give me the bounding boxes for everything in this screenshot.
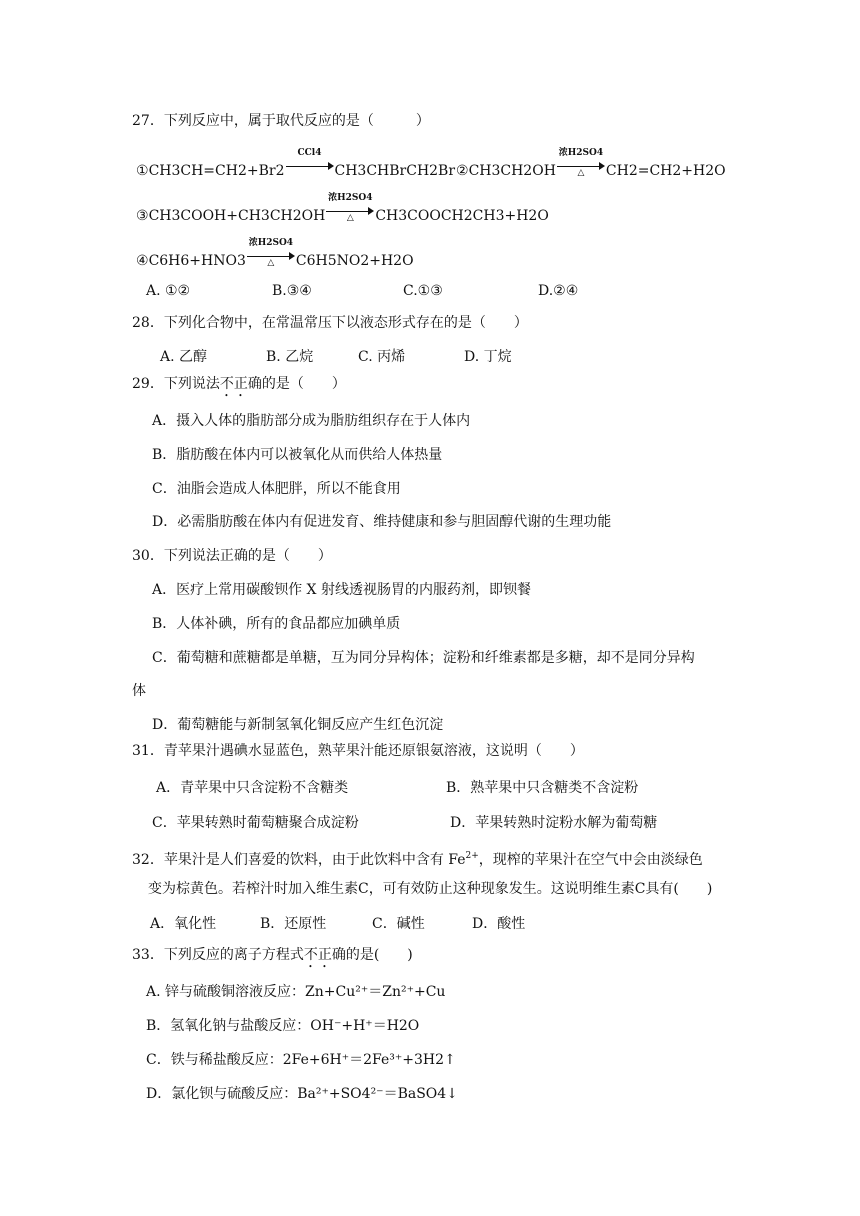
q30-option-a[interactable]: A．医疗上常用碳酸钡作 X 射线透视肠胃的内服药剂，即钡餐 <box>152 582 531 598</box>
reaction-left: C6H6+HNO3 <box>148 253 246 269</box>
q29-stem <box>132 374 346 400</box>
q32-stem-line2: 变为棕黄色。若榨汁时加入维生素C，可有效防止这种现象发生。这说明维生素C具有( ) <box>148 881 713 897</box>
heat-symbol: △ <box>267 258 275 268</box>
q31-option-b[interactable]: B．熟苹果中只含糖类不含淀粉 <box>446 780 639 796</box>
reaction-condition: 浓H2SO4 <box>328 193 373 203</box>
reaction-number: ④ <box>136 253 149 269</box>
q27-option-d[interactable]: D.②④ <box>538 283 579 299</box>
q27-stem: 27．下列反应中，属于取代反应的是（ ） <box>132 113 430 129</box>
q28-option-c[interactable]: C. 丙烯 <box>358 349 406 365</box>
stem-text: 29．下列说法 <box>132 376 220 392</box>
q30-option-c-cont: 体 <box>132 683 146 699</box>
reaction-number: ② <box>456 163 469 179</box>
q28-option-b[interactable]: B. 乙烷 <box>266 349 314 365</box>
q33-option-c[interactable]: C．铁与稀盐酸反应：2Fe+6H⁺＝2Fe³⁺+3H2↑ <box>146 1052 456 1068</box>
q31-option-d[interactable]: D．苹果转熟时淀粉水解为葡萄糖 <box>450 815 658 831</box>
reaction-arrow <box>557 148 605 178</box>
reaction-number: ③ <box>136 208 149 224</box>
emphasis-text: 不正 <box>303 947 332 963</box>
q30-option-c[interactable]: C．葡萄糖和蔗糖都是单糖，互为同分异构体；淀粉和纤维素都是多糖，却不是同分异构 <box>152 650 695 666</box>
q27-reaction-1 <box>136 148 456 181</box>
q29-option-c[interactable]: C．油脂会造成人体肥胖，所以不能食用 <box>152 481 401 497</box>
q32-option-b[interactable]: B．还原性 <box>260 916 327 932</box>
q29-option-d[interactable]: D．必需脂肪酸在体内有促进发育、维持健康和参与胆固醇代谢的生理功能 <box>152 514 612 530</box>
charge-superscript: 2+ <box>465 851 479 861</box>
stem-text: 确的是( ) <box>331 947 413 963</box>
q32-option-a[interactable]: A．氧化性 <box>150 916 217 932</box>
q31-stem: 31．青苹果汁遇碘水显蓝色，熟苹果汁能还原银氨溶液，这说明（ ） <box>132 743 584 759</box>
reaction-left: CH3CH2OH <box>468 163 556 179</box>
stem-text: 33．下列反应的离子方程式 <box>132 947 304 963</box>
stem-text: 32．苹果汁是人们喜爱的饮料，由于此饮料中含有 Fe <box>132 852 466 868</box>
stem-text: ，现榨的苹果汁在空气中会由淡绿色 <box>478 852 703 868</box>
reaction-condition: 浓H2SO4 <box>248 238 294 248</box>
q27-option-b[interactable]: B.③④ <box>272 283 312 299</box>
q29-option-a[interactable]: A．摄入人体的脂肪部分成为脂肪组织存在于人体内 <box>152 413 471 429</box>
q27-option-c[interactable]: C.①③ <box>403 283 443 299</box>
q28-stem: 28．下列化合物中，在常温常压下以液态形式存在的是（ ） <box>132 315 528 331</box>
q33-option-a[interactable]: A. 锌与硫酸铜溶液反应：Zn+Cu²⁺＝Zn²⁺+Cu <box>146 984 446 1000</box>
reaction-left: CH3COOH+CH3CH2OH <box>148 208 326 224</box>
q27-reaction-3 <box>136 193 549 226</box>
q30-option-d[interactable]: D．葡萄糖能与新制氢氧化铜反应产生红色沉淀 <box>152 717 444 733</box>
reaction-arrow <box>326 193 374 223</box>
q32-stem-line1 <box>132 846 703 870</box>
reaction-arrow <box>247 238 295 268</box>
reaction-right: CH3CHBrCH2Br <box>334 163 456 179</box>
q31-option-c[interactable]: C．苹果转熟时葡萄糖聚合成淀粉 <box>152 815 359 831</box>
reaction-condition: CCl4 <box>297 148 322 158</box>
reaction-right: CH2=CH2+H2O <box>605 163 726 179</box>
reaction-condition: 浓H2SO4 <box>558 148 604 158</box>
q30-stem: 30．下列说法正确的是（ ） <box>132 548 332 564</box>
q28-option-d[interactable]: D. 丁烷 <box>464 349 512 365</box>
q27-option-a[interactable]: A. ①② <box>146 283 191 299</box>
q33-option-b[interactable]: B．氢氧化钠与盐酸反应：OH⁻+H⁺＝H2O <box>146 1018 420 1034</box>
q30-option-b[interactable]: B．人体补碘，所有的食品都应加碘单质 <box>152 616 401 632</box>
q32-option-c[interactable]: C．碱性 <box>372 916 425 932</box>
q33-stem <box>132 945 413 971</box>
q32-option-d[interactable]: D．酸性 <box>472 916 526 932</box>
q27-reaction-2 <box>456 148 726 181</box>
q28-option-a[interactable]: A. 乙醇 <box>160 349 208 365</box>
stem-text: 确的是（ ） <box>247 376 346 392</box>
reaction-left: CH3CH=CH2+Br2 <box>148 163 285 179</box>
q29-option-b[interactable]: B．脂肪酸在体内可以被氧化从而供给人体热量 <box>152 447 443 463</box>
q31-option-a[interactable]: A．青苹果中只含淀粉不含糖类 <box>156 780 349 796</box>
reaction-right: C6H5NO2+H2O <box>295 253 414 269</box>
heat-symbol: △ <box>346 213 354 223</box>
reaction-number: ① <box>136 163 149 179</box>
reaction-arrow <box>286 148 334 177</box>
reaction-right: CH3COOCH2CH3+H2O <box>375 208 549 224</box>
q27-reaction-4 <box>136 238 414 271</box>
emphasis-text: 不正 <box>219 376 248 392</box>
heat-symbol: △ <box>577 168 585 178</box>
q33-option-d[interactable]: D．氯化钡与硫酸反应：Ba²⁺+SO4²⁻＝BaSO4↓ <box>146 1086 458 1102</box>
